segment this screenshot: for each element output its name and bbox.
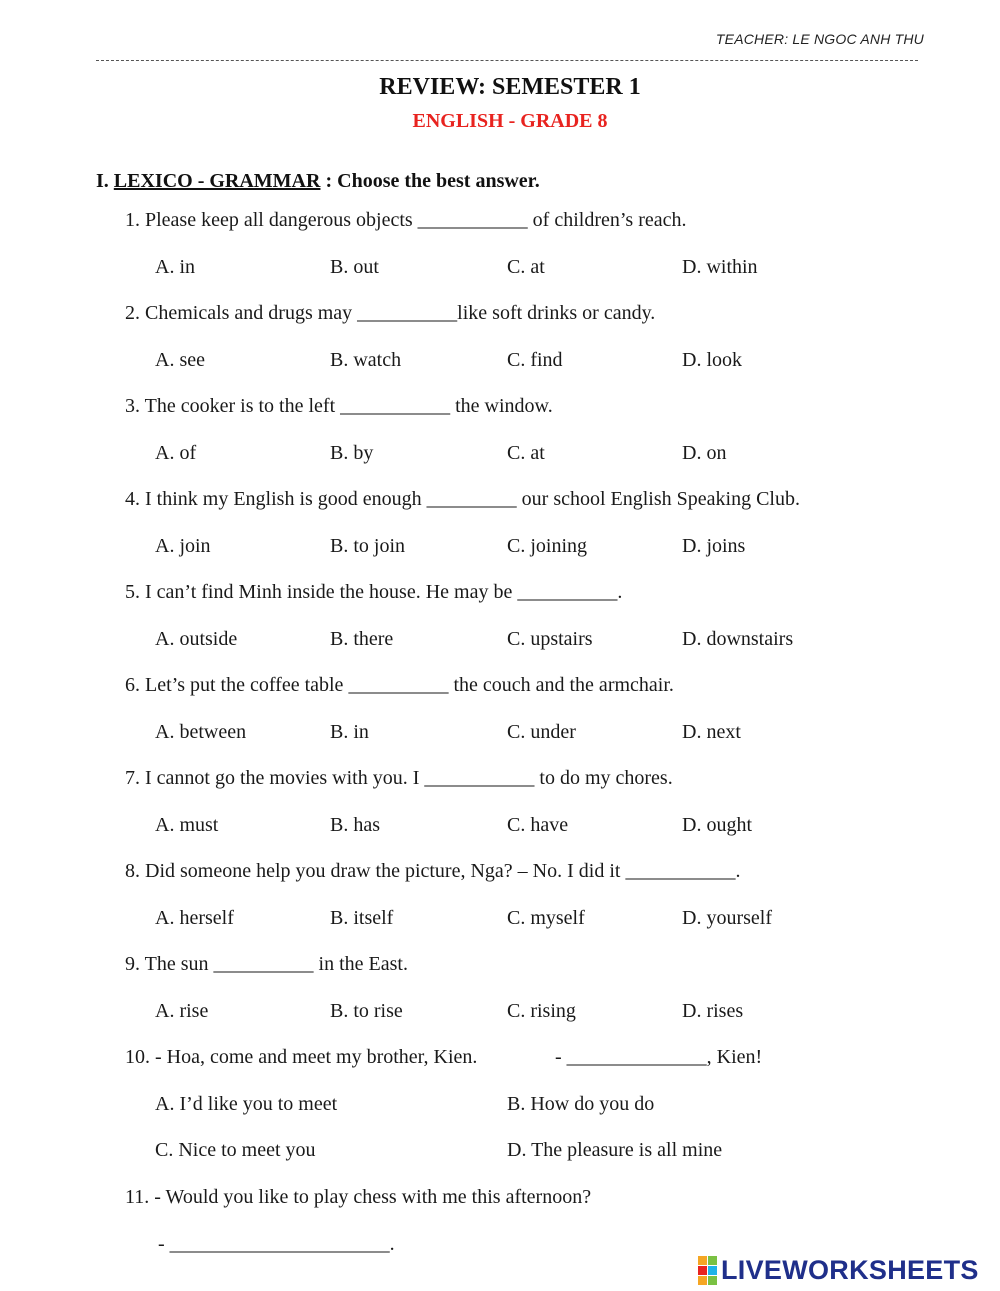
option-8c[interactable]: C. myself (507, 907, 585, 929)
option-6c[interactable]: C. under (507, 721, 576, 743)
option-10b[interactable]: B. How do you do (507, 1093, 655, 1115)
option-9a[interactable]: A. rise (155, 1000, 209, 1022)
question-6-text: 6. Let’s put the coffee table __________ the couch and the armchair. (125, 674, 674, 696)
logo-square (698, 1266, 707, 1275)
option-5a[interactable]: A. outside (155, 628, 238, 650)
question-10-text: 10. - Hoa, come and meet my brother, Kien. (125, 1046, 478, 1068)
question-1-text: 1. Please keep all dangerous objects ___________ of children’s reach. (125, 209, 687, 231)
section-number: I. (96, 170, 109, 192)
option-2d[interactable]: D. look (682, 349, 742, 371)
logo-square (708, 1266, 717, 1275)
question-2-text: 2. Chemicals and drugs may __________like soft drinks or candy. (125, 302, 656, 324)
option-1a[interactable]: A. in (155, 256, 195, 278)
question-11-answer-blank[interactable]: - ______________________. (158, 1233, 395, 1255)
logo-square (698, 1256, 707, 1265)
option-3b[interactable]: B. by (330, 442, 374, 464)
question-10-reply: - ______________, Kien! (555, 1046, 763, 1068)
option-4c[interactable]: C. joining (507, 535, 588, 557)
section-separator: : (320, 170, 338, 192)
logo-mark-icon (698, 1256, 717, 1285)
option-1b[interactable]: B. out (330, 256, 379, 278)
option-8b[interactable]: B. itself (330, 907, 394, 929)
option-9b[interactable]: B. to rise (330, 1000, 403, 1022)
question-9-text: 9. The sun __________ in the East. (125, 953, 408, 975)
option-1d[interactable]: D. within (682, 256, 758, 278)
page-subtitle: ENGLISH - GRADE 8 (412, 110, 608, 132)
option-2c[interactable]: C. find (507, 349, 563, 371)
option-4a[interactable]: A. join (155, 535, 211, 557)
option-8a[interactable]: A. herself (155, 907, 234, 929)
question-7-text: 7. I cannot go the movies with you. I ___________ to do my chores. (125, 767, 673, 789)
option-6d[interactable]: D. next (682, 721, 741, 743)
option-2b[interactable]: B. watch (330, 349, 402, 371)
section-name: LEXICO - GRAMMAR (113, 170, 321, 192)
option-6b[interactable]: B. in (330, 721, 369, 743)
header-divider (96, 60, 918, 61)
section-instruction: Choose the best answer. (337, 170, 540, 192)
option-7b[interactable]: B. has (330, 814, 380, 836)
option-1c[interactable]: C. at (507, 256, 545, 278)
option-10d[interactable]: D. The pleasure is all mine (507, 1139, 723, 1161)
option-7a[interactable]: A. must (155, 814, 219, 836)
option-9d[interactable]: D. rises (682, 1000, 744, 1022)
option-7c[interactable]: C. have (507, 814, 569, 836)
question-4-text: 4. I think my English is good enough _________ our school English Speaking Club. (125, 488, 800, 510)
option-5d[interactable]: D. downstairs (682, 628, 794, 650)
option-9c[interactable]: C. rising (507, 1000, 576, 1022)
question-11-text: 11. - Would you like to play chess with me this afternoon? (125, 1186, 592, 1208)
question-8-text: 8. Did someone help you draw the picture, Nga? – No. I did it ___________. (125, 860, 741, 882)
option-6a[interactable]: A. between (155, 721, 247, 743)
option-3a[interactable]: A. of (155, 442, 197, 464)
option-4b[interactable]: B. to join (330, 535, 406, 557)
option-4d[interactable]: D. joins (682, 535, 746, 557)
question-3-text: 3. The cooker is to the left ___________ the window. (125, 395, 553, 417)
logo-text: LIVEWORKSHEETS (721, 1254, 979, 1285)
option-8d[interactable]: D. yourself (682, 907, 772, 929)
option-10a[interactable]: A. I’d like you to meet (155, 1093, 338, 1115)
logo-square (698, 1276, 707, 1285)
logo-square (708, 1276, 717, 1285)
section-heading (96, 170, 540, 193)
option-5b[interactable]: B. there (330, 628, 394, 650)
option-3d[interactable]: D. on (682, 442, 727, 464)
liveworksheets-logo (698, 1255, 979, 1285)
option-10c[interactable]: C. Nice to meet you (155, 1139, 316, 1161)
question-5-text: 5. I can’t find Minh inside the house. He may be __________. (125, 581, 623, 603)
option-5c[interactable]: C. upstairs (507, 628, 593, 650)
teacher-label: TEACHER: LE NGOC ANH THU (715, 31, 924, 47)
page-title: REVIEW: SEMESTER 1 (379, 74, 641, 100)
option-3c[interactable]: C. at (507, 442, 545, 464)
logo-square (708, 1256, 717, 1265)
option-7d[interactable]: D. ought (682, 814, 752, 836)
option-2a[interactable]: A. see (155, 349, 205, 371)
